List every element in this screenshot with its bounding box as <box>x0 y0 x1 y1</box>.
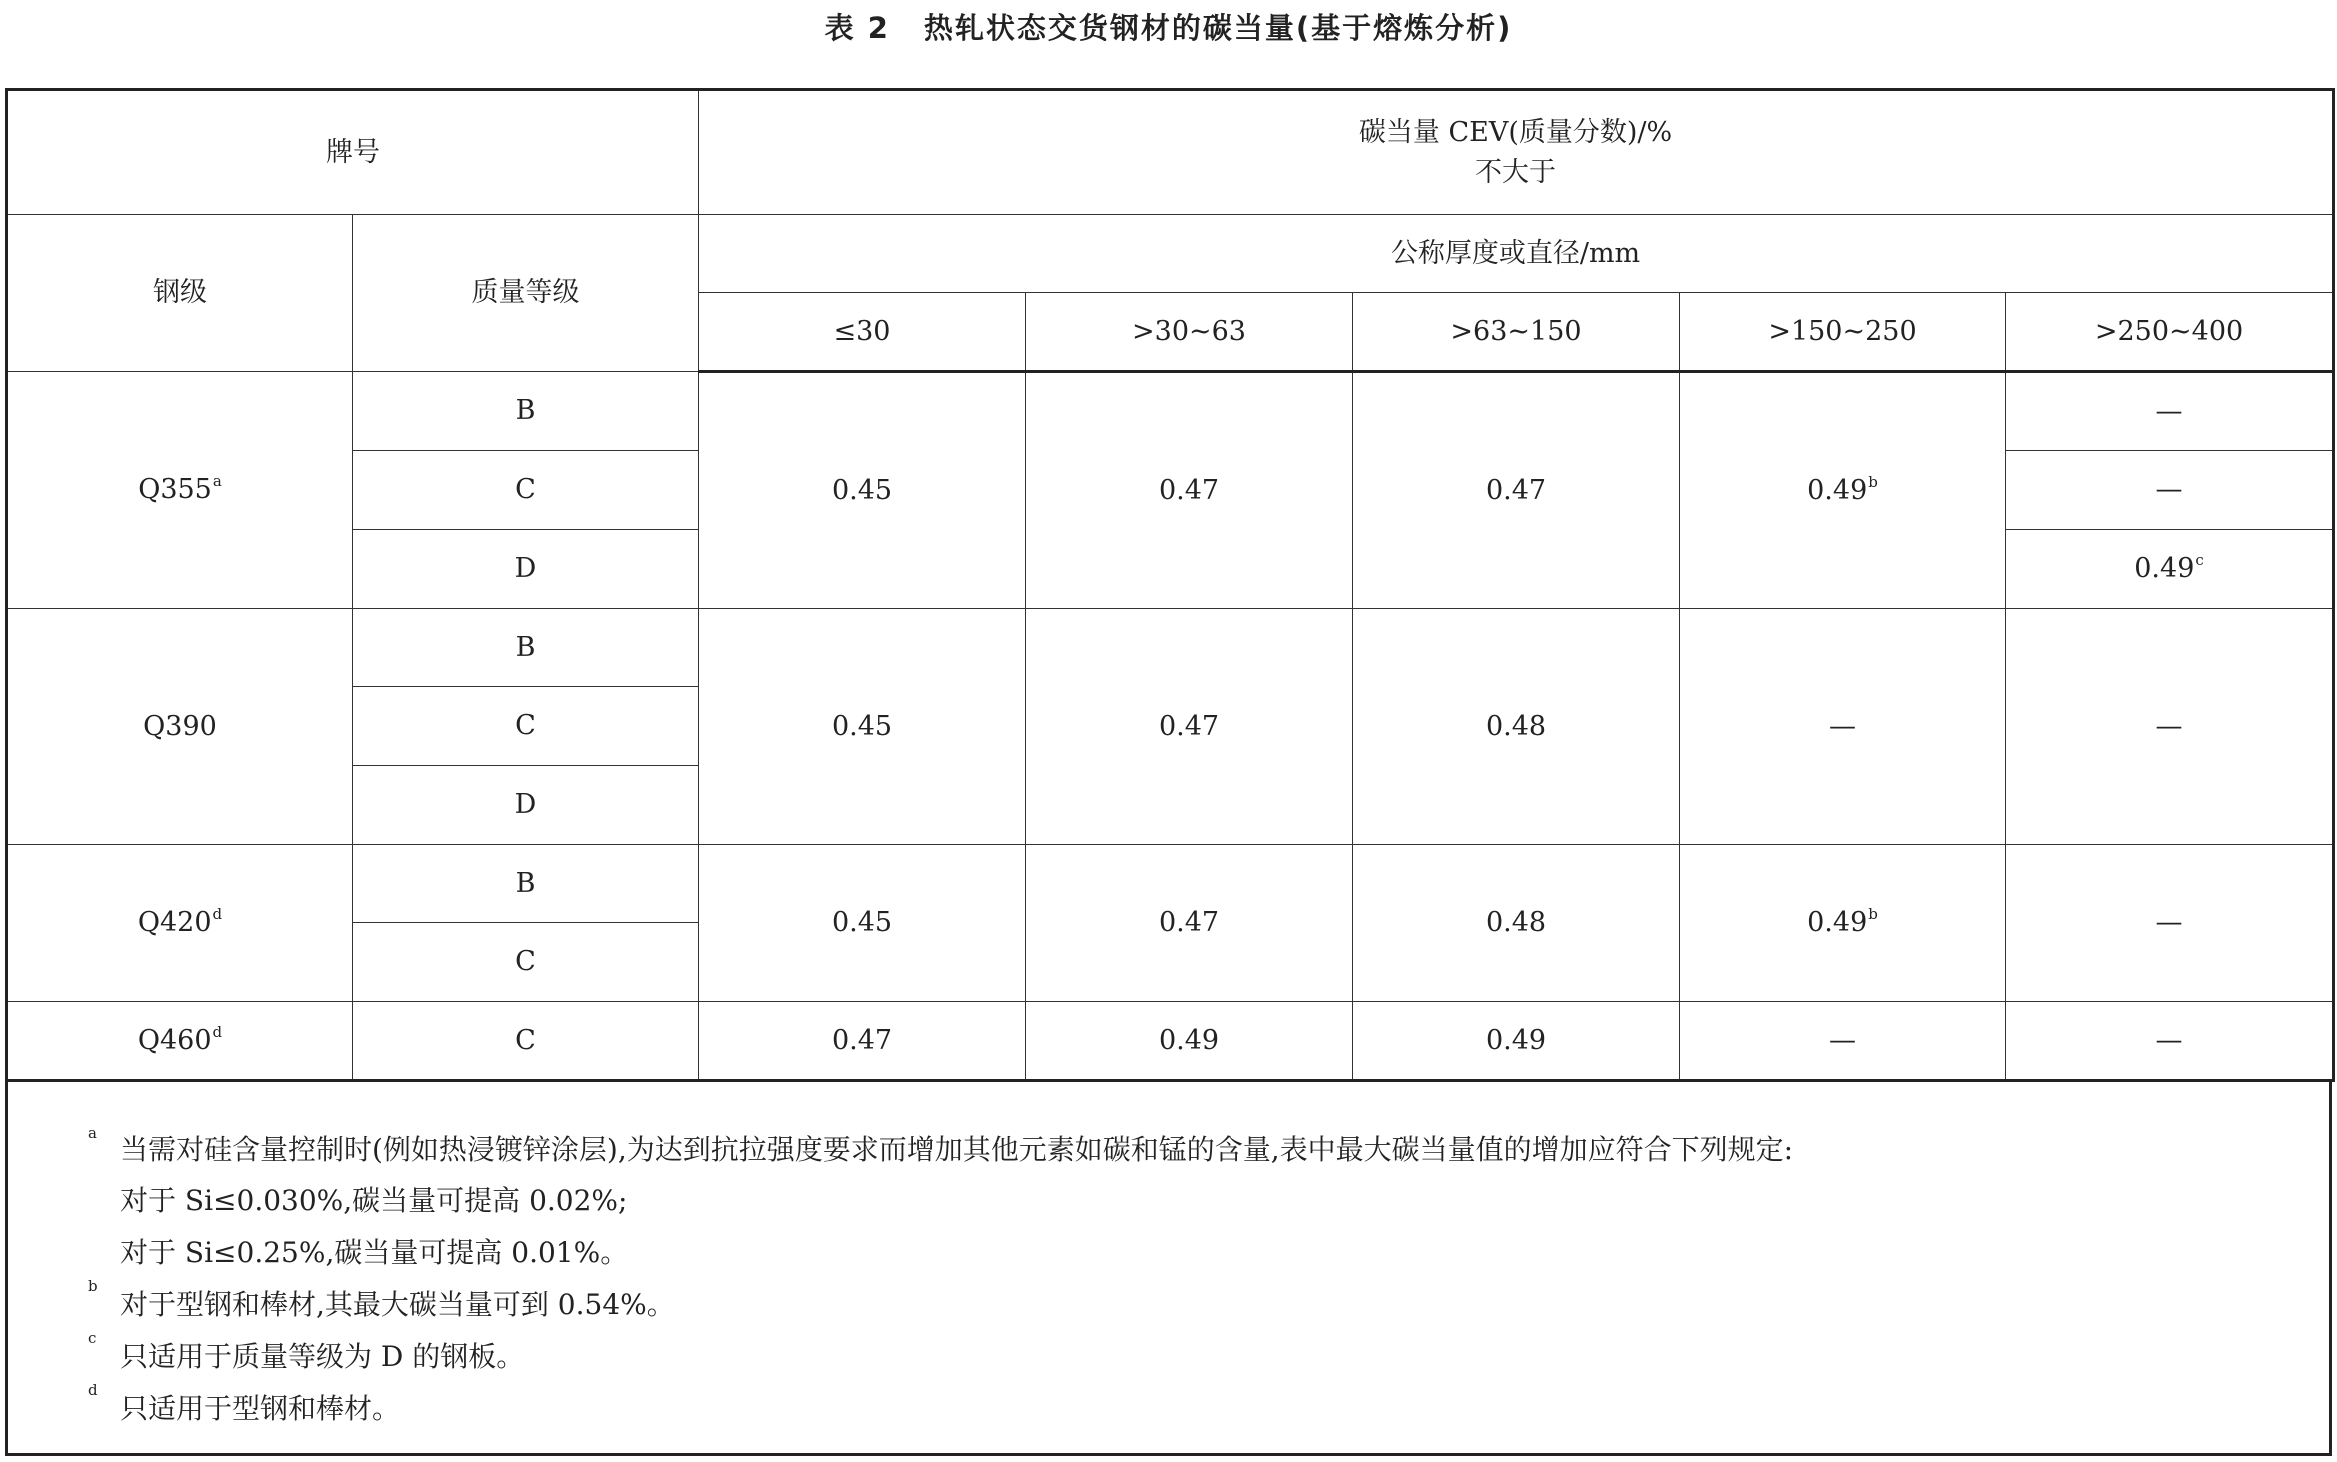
level-cell: C <box>353 923 699 1002</box>
value-cell: 0.47 <box>1026 845 1353 1002</box>
header-grade-group: 牌号 <box>7 90 699 215</box>
note-ref-b: b <box>1868 905 1878 924</box>
table-title <box>0 6 2337 47</box>
value-cell: — <box>2006 1002 2334 1081</box>
table-number: 表 2 <box>824 11 890 45</box>
note-ref-a: a <box>212 472 222 491</box>
level-cell: C <box>353 1002 699 1081</box>
level-cell: D <box>353 766 699 845</box>
level-cell: B <box>353 609 699 687</box>
level-cell: D <box>353 530 699 609</box>
note-ref-d: d <box>212 1022 223 1041</box>
header-thickness: 公称厚度或直径/mm <box>699 215 2334 293</box>
header-cev <box>699 90 2334 215</box>
value-cell: 0.49$^c$ <box>2006 530 2334 609</box>
header-range-4: >150~250 <box>1680 293 2006 372</box>
value-cell: 0.49 <box>1353 1002 1680 1081</box>
value-cell: 0.45 <box>699 372 1026 609</box>
note-ref-d: d <box>212 905 223 924</box>
grade-q355: Q355$^a$ <box>7 372 353 609</box>
value-cell: 0.48 <box>1353 609 1680 845</box>
header-steel-grade: 钢级 <box>7 215 353 372</box>
value-cell: 0.45 <box>699 845 1026 1002</box>
value-cell: 0.47 <box>1026 609 1353 845</box>
value-cell: 0.48 <box>1353 845 1680 1002</box>
footnote-mark-b: b <box>88 1277 98 1295</box>
value-cell: 0.49$^b$ <box>1680 372 2006 609</box>
footnote-c: 只适用于质量等级为 D 的钢板。 <box>120 1340 525 1373</box>
footnote-mark-d: d <box>88 1381 98 1399</box>
note-ref-c: c <box>2195 551 2204 570</box>
table-caption: 热轧状态交货钢材的碳当量(基于熔炼分析) <box>923 11 1513 45</box>
value-cell: — <box>1680 1002 2006 1081</box>
footnote-mark-c: c <box>88 1329 97 1347</box>
value-cell: 0.45 <box>699 609 1026 845</box>
footnote-d: 只适用于型钢和棒材。 <box>120 1392 401 1425</box>
level-cell: B <box>353 372 699 451</box>
header-range-3: >63~150 <box>1353 293 1680 372</box>
footnote-mark-a: a <box>88 1124 97 1142</box>
value-cell: 0.49$^b$ <box>1680 845 2006 1002</box>
grade-q420: Q420$^d$ <box>7 845 353 1002</box>
value-cell: 0.47 <box>1026 372 1353 609</box>
value-cell: — <box>2006 372 2334 451</box>
header-cev-line2: 不大于 <box>1475 156 1557 188</box>
value-cell: 0.47 <box>1353 372 1680 609</box>
level-cell: C <box>353 451 699 530</box>
value-cell: — <box>2006 451 2334 530</box>
value-cell: 0.49 <box>1026 1002 1353 1081</box>
footnote-a-line3: 对于 Si≤0.25%,碳当量可提高 0.01%。 <box>120 1236 629 1269</box>
header-range-5: >250~400 <box>2006 293 2334 372</box>
level-cell: B <box>353 845 699 923</box>
grade-q460: Q460$^d$ <box>7 1002 353 1081</box>
carbon-equivalent-table <box>5 88 2335 1082</box>
note-ref-b: b <box>1868 472 1878 491</box>
level-cell: C <box>353 687 699 766</box>
value-cell: — <box>1680 609 2006 845</box>
header-cev-line1: 碳当量 CEV(质量分数)/% <box>1358 116 1673 148</box>
footnote-a-line2: 对于 Si≤0.030%,碳当量可提高 0.02%; <box>120 1184 628 1217</box>
value-cell: 0.47 <box>699 1002 1026 1081</box>
value-cell: — <box>2006 845 2334 1002</box>
grade-q390: Q390 <box>7 609 353 845</box>
value-cell: — <box>2006 609 2334 845</box>
table-footnotes <box>5 1080 2332 1456</box>
footnote-b: 对于型钢和棒材,其最大碳当量可到 0.54%。 <box>120 1288 675 1321</box>
header-quality-level: 质量等级 <box>353 215 699 372</box>
header-range-1: ≤30 <box>699 293 1026 372</box>
footnote-a-line1: 当需对硅含量控制时(例如热浸镀锌涂层),为达到抗拉强度要求而增加其他元素如碳和锰的含量,表中最大碳当量值的增加应符合下列规定: <box>120 1133 1794 1166</box>
header-range-2: >30~63 <box>1026 293 1353 372</box>
